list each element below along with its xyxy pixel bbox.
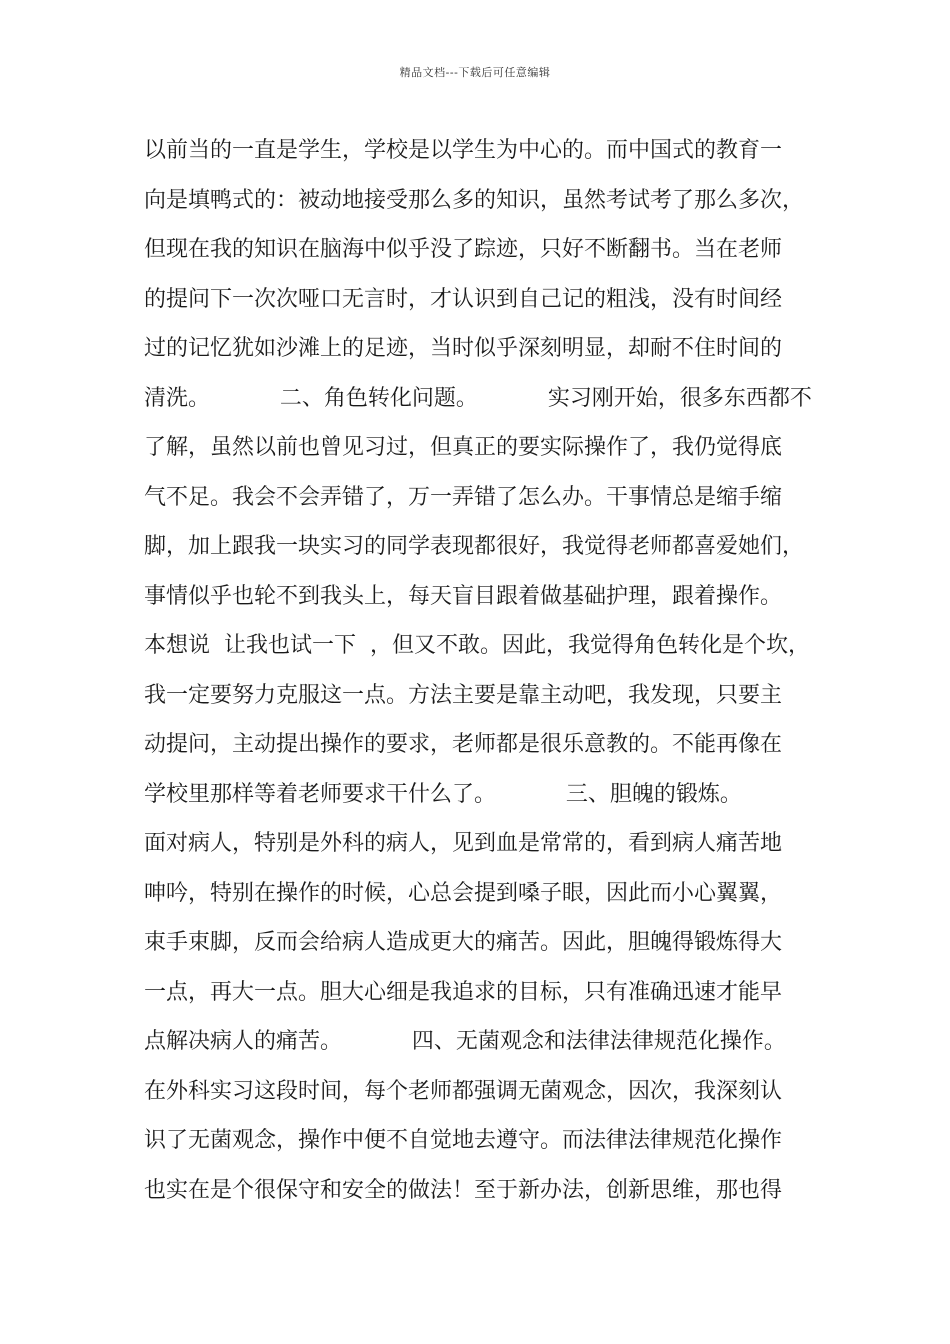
text-line: 向是填鸭式的：被动地接受那么多的知识，虽然考试考了那么多次， [144,187,805,213]
text-line: 了解，虽然以前也曾见习过，但真正的要实际操作了，我仍觉得底 [144,435,783,460]
text-line: 在外科实习这段时间，每个老师都强调无菌观念，因次，我深刻认 [144,1078,783,1104]
text-line: 学校里那样等着老师要求干什么了。 三、胆魄的锻炼。 [144,781,742,807]
page-header: 精品文档---下载后可任意编辑 [399,66,551,79]
text-line: 但现在我的知识在脑海中似乎没了踪迹，只好不断翻书。当在老师 [144,237,783,262]
text-line: 脚，加上跟我一块实习的同学表现都很好，我觉得老师都喜爱她们， [144,534,805,559]
text-line: 事情似乎也轮不到我头上，每天盲目跟着做基础护理，跟着操作。 [144,583,783,609]
text-line: 识了无菌观念，操作中便不自觉地去遵守。而法律法律规范化操作 [144,1128,783,1153]
text-line: 动提问，主动提出操作的要求，老师都是很乐意教的。不能再像在 [144,732,783,757]
text-line: 本想说 让我也试一下 ，但又不敢。因此，我觉得角色转化是个坎， [144,633,810,658]
text-line: 过的记忆犹如沙滩上的足迹，当时似乎深刻明显，却耐不住时间的 [144,336,783,361]
text-line: 以前当的一直是学生，学校是以学生为中心的。而中国式的教育一 [144,138,783,163]
text-line: 我一定要努力克服这一点。方法主要是靠主动吧，我发现，只要主 [144,682,783,708]
text-line: 清洗。 二、角色转化问题。 实习刚开始，很多东西都不 [144,385,812,411]
text-line: 也实在是个很保守和安全的做法！至于新办法，创新思维，那也得 [144,1177,783,1203]
text-line: 束手束脚，反而会给病人造成更大的痛苦。因此，胆魄得锻炼得大 [144,930,783,955]
text-line: 面对病人，特别是外科的病人，见到血是常常的，看到病人痛苦地 [144,831,783,856]
text-line: 的提问下一次次哑口无言时，才认识到自己记的粗浅，没有时间经 [144,286,783,312]
text-line: 呻吟，特别在操作的时候，心总会提到嗓子眼，因此而小心翼翼， [144,880,783,906]
body-text [144,126,824,1215]
text-line: 一点，再大一点。胆大心细是我追求的目标，只有准确迅速才能早 [144,979,783,1005]
text-line: 气不足。我会不会弄错了，万一弄错了怎么办。干事情总是缩手缩 [144,484,783,510]
text-line: 点解决病人的痛苦。 四、无菌观念和法律法律规范化操作。 [144,1029,786,1054]
